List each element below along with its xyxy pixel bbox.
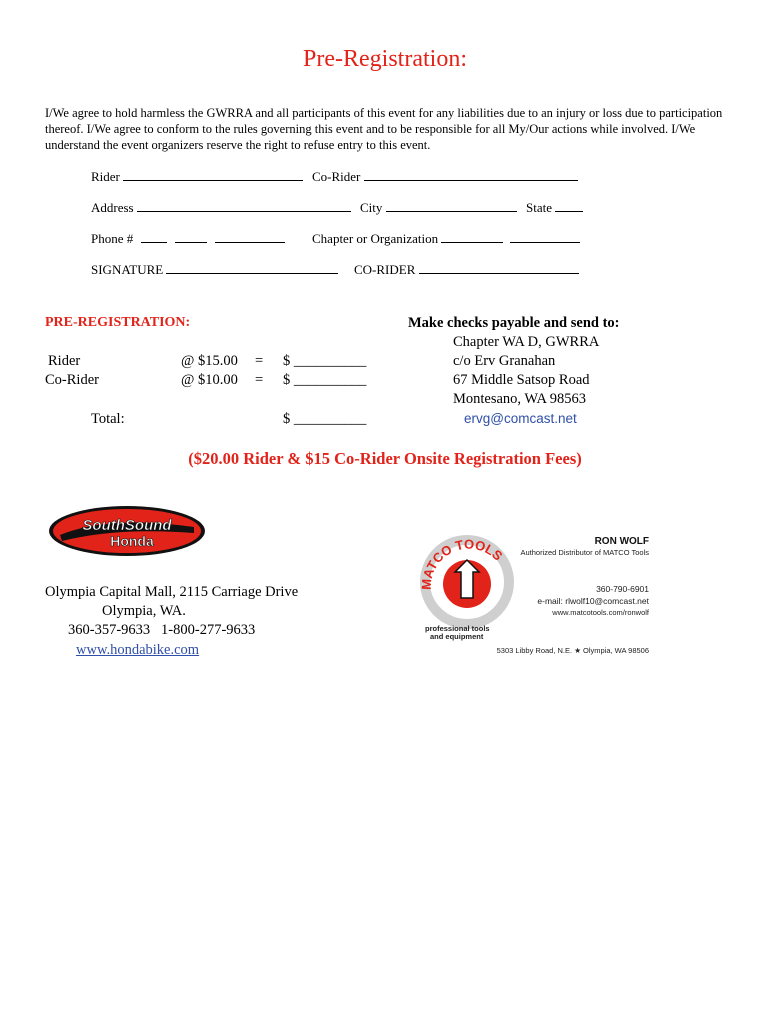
payable-line-4: Montesano, WA 98563: [453, 391, 587, 407]
matco-subtitle: Authorized Distributor of MATCO Tools: [520, 548, 649, 557]
corider-field[interactable]: [312, 168, 578, 185]
signature-field[interactable]: [91, 261, 338, 278]
address-line[interactable]: [137, 199, 351, 212]
chapter-field[interactable]: [312, 230, 580, 247]
rider-amount[interactable]: $ __________: [283, 353, 367, 369]
corider-price-label: Co-Rider: [45, 372, 99, 388]
city-field[interactable]: [360, 199, 517, 216]
southsound-phones: 360-357-9633 1-800-277-9633: [68, 622, 256, 638]
phone-field[interactable]: [91, 230, 285, 247]
total-label: Total:: [91, 411, 125, 427]
chapter-line-2[interactable]: [510, 230, 580, 243]
phone-number-line[interactable]: [215, 230, 285, 243]
payable-line-3: 67 Middle Satsop Road: [453, 372, 590, 388]
rider-price: @ $15.00: [181, 353, 238, 369]
state-line[interactable]: [555, 199, 583, 212]
matco-business-card: [415, 528, 663, 662]
corider-price: @ $10.00: [181, 372, 238, 388]
matco-name: RON WOLF: [594, 536, 649, 547]
payable-email-link[interactable]: ervg@comcast.net: [464, 411, 577, 426]
corider-amount[interactable]: $ __________: [283, 372, 367, 388]
matco-website[interactable]: www.matcotools.com/ronwolf: [552, 608, 649, 617]
southsound-honda-logo: [48, 505, 206, 557]
matco-logo-text: MATCO TOOLS: [418, 536, 506, 591]
matco-address: 5303 Libby Road, N.E. ★ Olympia, WA 98506: [496, 646, 649, 655]
southsound-address: Olympia Capital Mall, 2115 Carriage Drive: [45, 584, 299, 600]
phone-prefix-line[interactable]: [175, 230, 207, 243]
state-field[interactable]: [526, 199, 583, 216]
corider-signature-field[interactable]: [354, 261, 579, 278]
rider-equals: =: [255, 353, 264, 369]
total-amount[interactable]: $ __________: [283, 411, 367, 427]
phone-label: Phone #: [91, 231, 134, 246]
address-label: Address: [91, 200, 134, 215]
matco-tagline-1: professional tools: [425, 624, 490, 633]
prereg-heading: PRE-REGISTRATION:: [45, 315, 191, 330]
state-label: State: [526, 200, 552, 215]
signature-label: SIGNATURE: [91, 262, 164, 277]
city-line[interactable]: [386, 199, 517, 212]
corider-line[interactable]: [364, 168, 578, 181]
chapter-label: Chapter or Organization: [312, 231, 439, 246]
page-title: Pre-Registration:: [303, 46, 467, 72]
southsound-website-link[interactable]: www.hondabike.com: [76, 642, 200, 658]
payable-heading: Make checks payable and send to:: [408, 315, 620, 331]
onsite-fees: ($20.00 Rider & $15 Co-Rider Onsite Registration Fees): [188, 449, 582, 468]
payable-line-2: c/o Erv Granahan: [453, 353, 556, 369]
rider-label: Rider: [91, 169, 120, 184]
waiver-text: I/We agree to hold harmless the GWRRA and all participants of this event for any liabilities due to an injury or loss due to participation thereof. I/We agree to conform to the rules governing this event and to be responsible for all My/Our actions while involved. I/We understand the event organizers reserve the right to refuse entry to this event.: [45, 106, 723, 152]
rider-line[interactable]: [123, 168, 303, 181]
address-field[interactable]: [91, 199, 351, 216]
chapter-line-1[interactable]: [441, 230, 503, 243]
payable-line-1: Chapter WA D, GWRRA: [453, 334, 600, 350]
matco-phone: 360-790-6901: [596, 584, 649, 594]
corider-signature-label: CO-RIDER: [354, 262, 416, 277]
corider-signature-line[interactable]: [419, 261, 579, 274]
signature-line[interactable]: [166, 261, 338, 274]
logo-southsound-text: SouthSound: [82, 517, 172, 534]
matco-email[interactable]: e-mail: rlwolf10@comcast.net: [537, 596, 649, 606]
phone-area-line[interactable]: [141, 230, 167, 243]
rider-field[interactable]: [91, 168, 303, 185]
rider-price-label: Rider: [48, 353, 81, 369]
corider-label: Co-Rider: [312, 169, 361, 184]
city-label: City: [360, 200, 383, 215]
matco-tagline-2: and equipment: [430, 632, 484, 641]
logo-honda-text: Honda: [110, 533, 154, 549]
southsound-city: Olympia, WA.: [102, 603, 186, 619]
corider-equals: =: [255, 372, 264, 388]
